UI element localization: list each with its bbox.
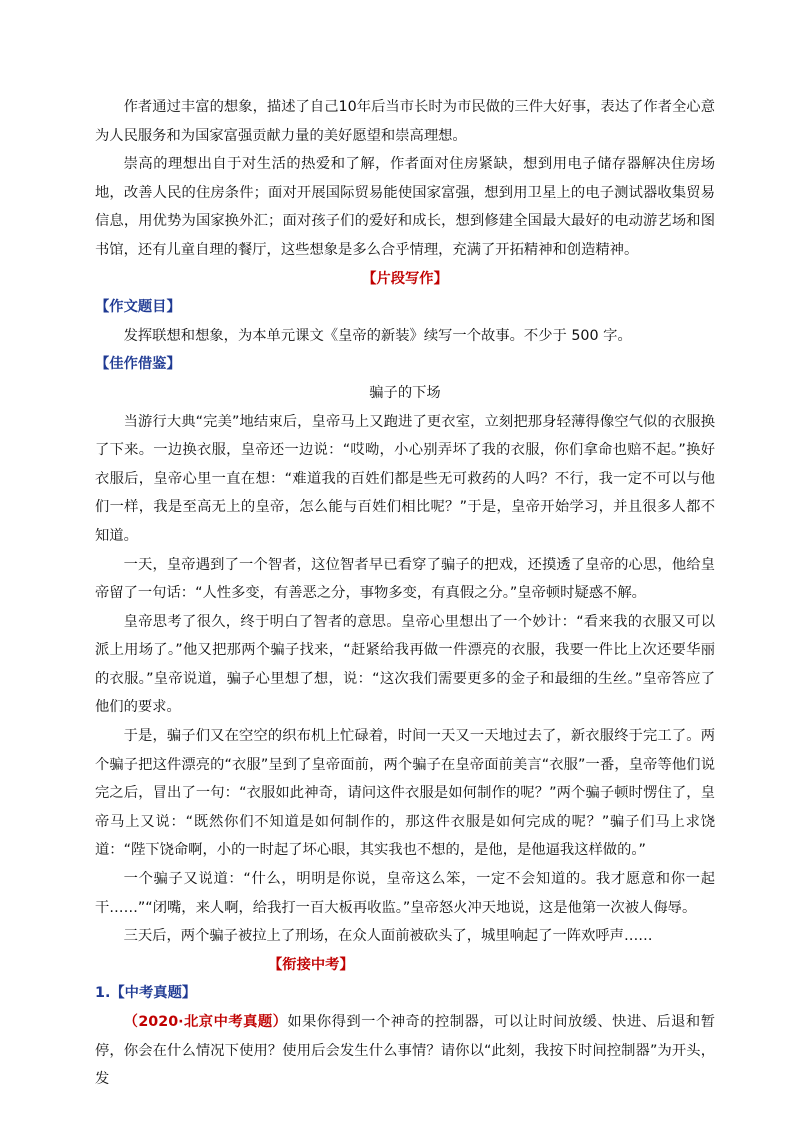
topic-label: 【作文题目】	[95, 299, 181, 316]
section-heading-exam-link: 【衔接中考】	[268, 956, 354, 973]
section-heading-fragment-writing: 【片段写作】	[362, 270, 448, 287]
example-label: 【佳作借鉴】	[95, 356, 181, 373]
story-paragraph-1: 当游行大典“完美”地结束后，皇帝马上又跑进了更衣室，立刻把那身轻薄得像空气似的衣服换了下来。一边换衣服，皇帝还一边说：“哎呦，小心别弄坏了我的衣服，你们拿命也赔不起。”换好衣服后，皇帝心里一直在想：“难道我的百姓们都是些无可救药的人吗？不行，我一定不可以与他们一样，我是至高无上的皇帝，怎么能与百姓们相比呢？”于是，皇帝开始学习，并且很多人都不知道。	[95, 413, 715, 544]
document-body	[95, 93, 715, 1094]
exam-item-label: 1.【中考真题】	[95, 985, 197, 1002]
story-paragraph-2: 一天，皇帝遇到了一个智者，这位智者早已看穿了骗子的把戏，还摸透了皇帝的心思，他给皇帝留了一句话：“人性多变，有善恶之分，事物多变，有真假之分。”皇帝顿时疑惑不解。	[95, 556, 715, 602]
exam-source: （2020·北京中考真题）	[123, 1014, 288, 1030]
story-paragraph-4: 于是，骗子们又在空空的织布机上忙碌着，时间一天又一天地过去了，新衣服终于完工了。两个骗子把这件漂亮的“衣服”呈到了皇帝面前，两个骗子在皇帝面前美言“衣服”一番，皇帝等他们说完之后，冒出了一句：“衣服如此神奇，请问这件衣服是如何制作的呢？”两个骗子顿时愣住了，皇帝马上又说：“既然你们不知道是如何制作的，那这件衣服是如何完成的呢？”骗子们马上求饶道：“陛下饶命啊，小的一时起了坏心眼，其实我也不想的，是他，是他逼我这样做的。”	[95, 728, 715, 859]
story-paragraph-3: 皇帝思考了很久，终于明白了智者的意思。皇帝心里想出了一个妙计：“看来我的衣服又可以派上用场了。”他又把那两个骗子找来，“赶紧给我再做一件漂亮的衣服，我要一件比上次还要华丽的衣服。”皇帝说道，骗子心里想了想，说：“这次我们需要更多的金子和最细的生丝。”皇帝答应了他们的要求。	[95, 613, 715, 716]
story-paragraph-5: 一个骗子又说道：“什么，明明是你说，皇帝这么笨，一定不会知道的。我才愿意和你一起干……”“闭嘴，来人啊，给我打一百大板再收监。”皇帝怒火冲天地说，这是他第一次被人侮辱。	[95, 871, 715, 916]
exam-question	[95, 1008, 715, 1094]
story-paragraph-6: 三天后，两个骗子被拉上了刑场，在众人面前被砍头了，城里响起了一阵欢呼声……	[123, 928, 653, 945]
intro-paragraph-1: 作者通过丰富的想象，描述了自己10年后当市长时为市民做的三件大好事，表达了作者全心意为人民服务和为国家富强贡献力量的美好愿望和崇高理想。	[95, 99, 715, 144]
exam-question-text: 如果你得到一个神奇的控制器，可以让时间放缓、快进、后退和暂停，你会在什么情况下使用？使用后会发生什么事情？请你以“此刻，我按下时间控制器”为开头，发	[95, 1014, 715, 1088]
topic-text: 发挥联想和想象，为本单元课文《皇帝的新装》续写一个故事。不少于 500 字。	[123, 327, 632, 344]
story-title: 骗子的下场	[369, 384, 441, 401]
intro-paragraph-2: 崇高的理想出自于对生活的热爱和了解，作者面对住房紧缺，想到用电子储存器解决住房场地，改善人民的住房条件；面对开展国际贸易能使国家富强，想到用卫星上的电子测试器收集贸易信息，用优势为国家换外汇；面对孩子们的爱好和成长，想到修建全国最大最好的电动游艺场和图书馆，还有儿童自理的餐厅，这些想象是多么合乎情理，充满了开拓精神和创造精神。	[95, 156, 715, 258]
